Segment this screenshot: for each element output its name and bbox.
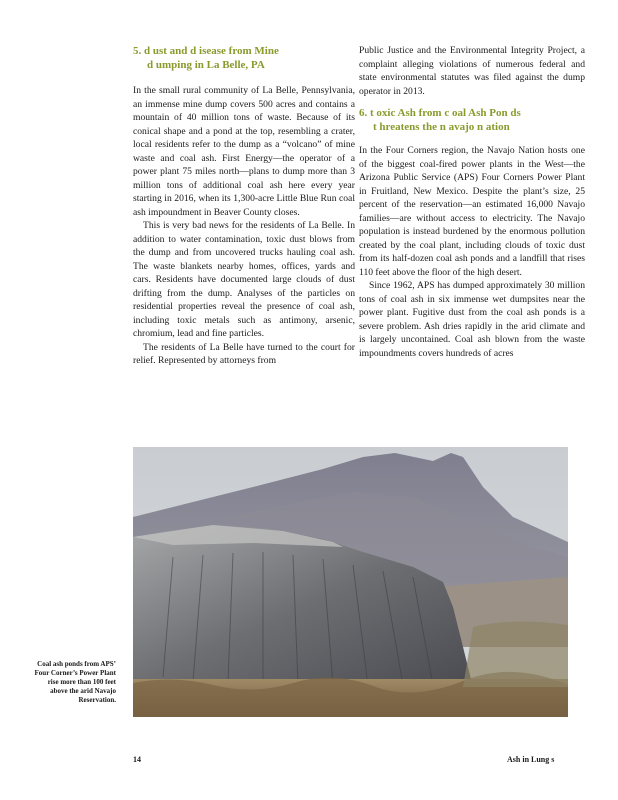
heading-line-1: 5. d ust and d isease from Mine: [133, 45, 279, 57]
paragraph: This is very bad news for the residents of La Belle. In addition to water contamination, toxic dust blows from the dump and from uncovered trucks hauling coal ash. The waste blankets nearby homes, offices, yards and cars. Residents have documented large clouds of dust drifting from the dump. Analyses of the particles on residential properties reveal the presence of coal ash, including toxic metals such as antimony, arsenic, chromium, lead and fine particles.: [133, 220, 355, 339]
section-heading-6: [359, 106, 585, 134]
paragraph: Since 1962, APS has dumped approximately 30 million tons of coal ash in six immense wet dumpsites near the power plant. Fugitive dust from the coal ash ponds is a severe problem. Ash dries rapidly in the arid climate and is largely uncontained. Coal ash blown from the waste impoundments covers hundreds of acres: [359, 280, 585, 359]
section-heading-5: [133, 44, 355, 72]
page-number: 14: [133, 755, 141, 764]
paragraph: In the small rural community of La Belle, Pennsylvania, an immense mine dump covers 500 acres and contains a mountain of 40 million tons of waste. Because of its conical shape and a pond at the top, resembling a crater, local residents refer to the dump as a “volcano” of mine waste and coal ash. First Energy—the operator of a power plant 75 miles north—plans to dump more than 3 million tons of additional coal ash here every year starting in 2016, when its 1,300-acre Little Blue Run coal ash impoundment in Beaver County closes.: [133, 85, 355, 218]
photo-caption: Coal ash ponds from APS’ Four Corner’s Power Plant rise more than 100 feet above the arid Navajo Reservation.: [34, 660, 116, 704]
heading-line-2: t hreatens the n avajo n ation: [373, 121, 510, 133]
paragraph: The residents of La Belle have turned to the court for relief. Represented by attorneys from: [133, 341, 355, 366]
paragraph-continuation: Public Justice and the Environmental Integrity Project, a complaint alleging violations of numerous federal and state environmental statutes was filed against the dump operator in 2013.: [359, 45, 585, 97]
right-column: [359, 44, 585, 360]
paragraph: In the Four Corners region, the Navajo Nation hosts one of the biggest coal-fired power plants in the West—the Arizona Public Service (APS) Four Corners Power Plant in Fruitland, New Mexico. Despite the plant’s size, 25 percent of the reservation—an estimated 16,000 Navajo families—are without access to electricity. The Navajo population is instead burdened by the enormous pollution created by the coal plant, including clouds of toxic dust from its half-dozen coal ash ponds and a landfill that rises 110 feet above the floor of the high desert.: [359, 145, 585, 278]
heading-line-2: d umping in La Belle, PA: [147, 59, 265, 71]
left-column: [133, 44, 355, 368]
heading-line-1: 6. t oxic Ash from c oal Ash Pon ds: [359, 107, 521, 119]
running-title: Ash in Lung s: [507, 755, 555, 764]
landscape-photo: [133, 447, 568, 717]
